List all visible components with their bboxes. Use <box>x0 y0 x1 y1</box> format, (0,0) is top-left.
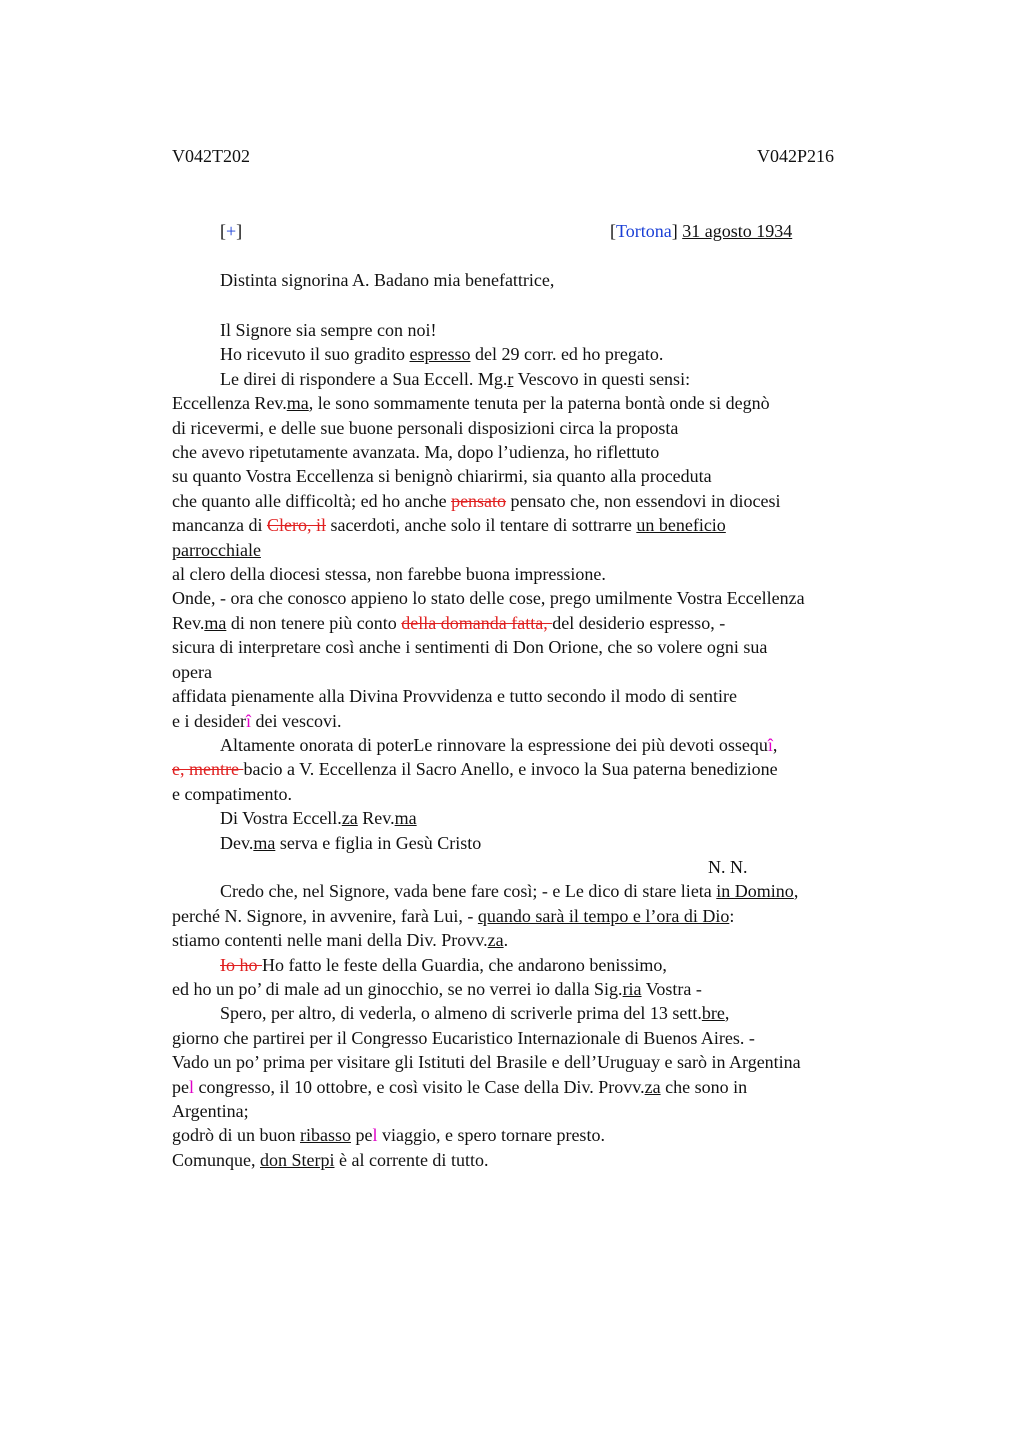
underlined-text: in Domino <box>716 881 794 902</box>
text-segment: Eccellenza Rev. <box>172 393 287 414</box>
text-segment: pe <box>172 1076 189 1097</box>
text-segment: pe <box>351 1125 373 1146</box>
underlined-text: bre <box>701 1003 725 1024</box>
underlined-text: za <box>644 1076 661 1097</box>
text-segment: giorno che partirei per il Congresso Eucaristico Internazionale di Buenos Aires. - <box>172 1027 755 1048</box>
place-date-header <box>610 221 792 242</box>
text-segment: che sono in <box>660 1076 748 1097</box>
text-segment: e i desider <box>172 710 246 731</box>
place-bracket-close: ] <box>671 221 678 241</box>
underlined-text: un beneficio <box>636 515 726 536</box>
text-line <box>172 538 902 562</box>
cross-header <box>220 221 242 242</box>
text-segment: Ho fatto le feste della Guardia, che andarono benissimo, <box>262 954 667 975</box>
text-segment: perché N. Signore, in avvenire, farà Lui, - <box>172 905 478 926</box>
cross-symbol: + <box>226 221 237 241</box>
text-line <box>172 586 902 610</box>
text-segment: Credo che, nel Signore, vada bene fare così; - e Le dico di stare lieta <box>220 881 717 902</box>
text-segment: del desiderio espresso, - <box>552 612 726 633</box>
text-line <box>172 391 902 415</box>
editorial-mark: l <box>372 1125 378 1146</box>
text-segment: , <box>793 881 799 902</box>
volume-reference-left: V042T202 <box>172 146 250 166</box>
editorial-mark: î <box>767 734 773 755</box>
underlined-text: r <box>507 368 514 389</box>
text-line <box>172 416 902 440</box>
signature-line <box>172 855 902 879</box>
underlined-text: parrocchiale <box>172 539 261 560</box>
text-segment: dei vescovi. <box>250 710 342 731</box>
text-line <box>172 904 902 928</box>
text-line <box>172 318 902 342</box>
text-line <box>172 928 902 952</box>
text-segment: , <box>772 734 778 755</box>
text-line <box>172 831 902 855</box>
text-line <box>172 367 902 391</box>
text-segment: ed ho un po’ di male ad un ginocchio, se no verrei io dalla Sig. <box>172 978 623 999</box>
text-segment: congresso, il 10 ottobre, e così visito le Case della Div. Provv. <box>194 1076 645 1097</box>
underlined-text: za <box>487 930 504 951</box>
text-segment: : <box>729 905 735 926</box>
text-segment: godrò di un buon <box>172 1125 300 1146</box>
place-bracket-open: [ <box>610 221 616 241</box>
text-line <box>172 709 902 733</box>
text-line <box>172 782 902 806</box>
underlined-text: don Sterpi <box>260 1149 335 1170</box>
deleted-text: Clero, il <box>266 515 326 536</box>
salutation: Distinta signorina A. Badano mia benefattrice, <box>220 270 555 290</box>
underlined-text: espresso <box>409 344 471 365</box>
text-line <box>172 1099 902 1123</box>
text-segment: pensato che, non essendovi in diocesi <box>506 490 781 511</box>
letter-body <box>172 318 902 1172</box>
text-line <box>172 1075 902 1099</box>
volume-reference-right: V042P216 <box>757 146 835 166</box>
editorial-mark: l <box>189 1076 195 1097</box>
text-segment: Altamente onorata di poterLe rinnovare la espressione dei più devoti ossequ <box>220 734 768 755</box>
text-segment: , le sono sommamente tenuta per la paterna bontà onde si degnò <box>308 393 770 414</box>
text-segment: Rev. <box>172 612 205 633</box>
underlined-text: ria <box>622 978 642 999</box>
text-segment: serva e figlia in Gesù Cristo <box>275 832 482 853</box>
text-segment: Vostra - <box>641 978 702 999</box>
text-line <box>172 635 902 659</box>
text-segment: . <box>503 930 509 951</box>
underlined-text: ma <box>204 612 227 633</box>
text-line <box>172 757 902 781</box>
text-line <box>172 879 902 903</box>
text-segment: Dev. <box>220 832 254 853</box>
text-line <box>172 1050 902 1074</box>
text-segment: Le direi di rispondere a Sua Eccell. Mg. <box>220 368 508 389</box>
underlined-text: ma <box>253 832 276 853</box>
text-line <box>172 1123 902 1147</box>
text-segment: sacerdoti, anche solo il tentare di sottrarre <box>325 515 637 536</box>
text-segment: Comunque, <box>172 1149 260 1170</box>
text-segment: Rev. <box>357 808 395 829</box>
text-segment: è al corrente di tutto. <box>334 1149 489 1170</box>
text-segment: bacio a V. Eccellenza il Sacro Anello, e invoco la Sua paterna benedizione <box>243 759 778 780</box>
text-segment: Onde, - ora che conosco appieno lo stato delle cose, prego umilmente Vostra Eccellenza <box>172 588 805 609</box>
text-segment: di non tenere più conto <box>226 612 402 633</box>
text-line <box>172 342 902 366</box>
text-segment: del 29 corr. ed ho pregato. <box>470 344 664 365</box>
text-segment: Argentina; <box>172 1101 249 1121</box>
text-segment: che avevo ripetutamente avanzata. Ma, dopo l’udienza, ho riflettuto <box>172 442 660 463</box>
text-segment: stiamo contenti nelle mani della Div. Provv. <box>172 930 488 951</box>
text-segment: su quanto Vostra Eccellenza si benignò chiarirmi, sia quanto alla proceduta <box>172 466 712 487</box>
text-segment: di ricevermi, e delle sue buone personali disposizioni circa la proposta <box>172 417 679 438</box>
text-segment: che quanto alle difficoltà; ed ho anche <box>172 490 452 511</box>
underlined-text: ma <box>394 808 417 829</box>
text-line <box>172 733 902 757</box>
text-line <box>172 660 902 684</box>
text-line <box>172 684 902 708</box>
text-line <box>172 1001 902 1025</box>
text-line <box>172 1026 902 1050</box>
text-line <box>172 953 902 977</box>
editorial-mark: î <box>245 710 251 731</box>
text-segment: Il Signore sia sempre con noi! <box>220 320 437 340</box>
bracket-open: [ <box>220 221 226 241</box>
underlined-text: ribasso <box>300 1125 351 1146</box>
text-segment: e compatimento. <box>172 783 292 804</box>
text-line <box>172 513 902 537</box>
underlined-text: quando sarà il tempo e l’ora di Dio <box>477 905 730 926</box>
text-line <box>172 806 902 830</box>
text-line <box>172 562 902 586</box>
text-segment: Vado un po’ prima per visitare gli Istituti del Brasile e dell’Uruguay e sarò in Argentina <box>172 1052 801 1073</box>
text-segment: mancanza di <box>172 515 267 536</box>
deleted-text: della domanda fatta, <box>401 612 553 633</box>
deleted-text: pensato <box>451 490 507 511</box>
text-segment: Di Vostra Eccell. <box>220 808 342 829</box>
text-segment: affidata pienamente alla Divina Provvidenza e tutto secondo il modo di sentire <box>172 686 737 707</box>
text-line <box>172 489 902 513</box>
letter-date: 31 agosto 1934 <box>682 221 793 241</box>
text-segment: sicura di interpretare così anche i sentimenti di Don Orione, che so volere ogni sua <box>172 637 768 658</box>
text-line <box>172 977 902 1001</box>
text-segment: , <box>724 1003 730 1024</box>
deleted-text: Io ho <box>220 954 262 975</box>
text-line <box>172 464 902 488</box>
text-segment: viaggio, e spero tornare presto. <box>377 1125 605 1146</box>
text-line <box>172 440 902 464</box>
text-segment: Vescovo in questi sensi: <box>513 368 691 389</box>
text-line <box>172 1148 902 1172</box>
text-line <box>172 611 902 635</box>
bracket-close: ] <box>236 221 243 241</box>
underlined-text: ma <box>286 393 309 414</box>
text-segment: opera <box>172 661 212 682</box>
text-segment: Ho ricevuto il suo gradito <box>220 344 410 365</box>
text-segment: Spero, per altro, di vederla, o almeno di scriverle prima del 13 sett. <box>220 1003 702 1024</box>
underlined-text: za <box>341 808 358 829</box>
text-segment: al clero della diocesi stessa, non farebbe buona impressione. <box>172 564 606 585</box>
text-segment: N. N. <box>708 856 748 877</box>
deleted-text: e, mentre <box>172 759 244 780</box>
place-name: Tortona <box>616 221 672 241</box>
